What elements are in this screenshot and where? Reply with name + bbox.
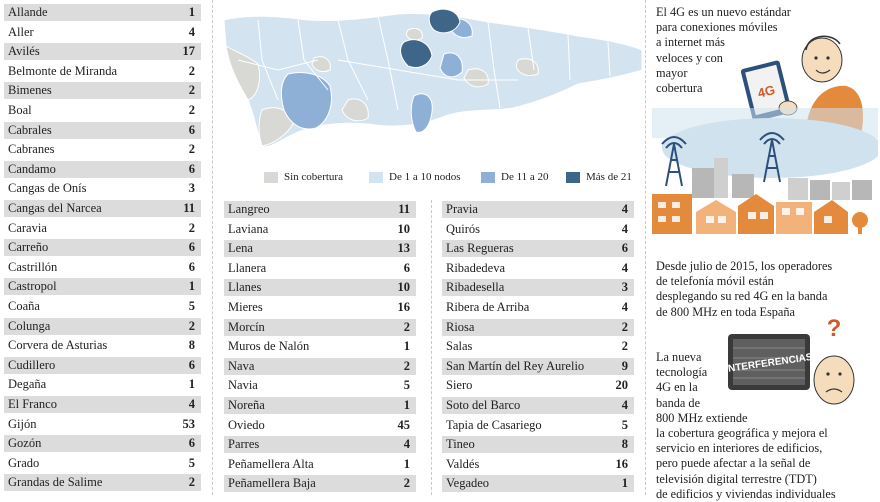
table-row (224, 456, 416, 473)
table-row (442, 319, 634, 336)
table-row (442, 377, 634, 394)
table-row (4, 298, 201, 315)
column-divider (645, 0, 646, 495)
municipality-name: Cangas del Narcea (8, 201, 102, 215)
municipality-name: Mieres (228, 300, 263, 314)
node-count: 2 (403, 358, 410, 373)
node-count: 10 (397, 221, 410, 236)
legend-label: De 11 a 20 (501, 171, 549, 183)
municipality-name: Siero (446, 378, 473, 393)
municipality-name: Morcín (228, 319, 265, 334)
municipality-name: Valdés (446, 456, 480, 471)
node-count: 3 (188, 181, 195, 196)
municipality-name: Grado (8, 455, 40, 470)
legend-label: Más de 21 (586, 171, 632, 183)
municipality-name: Cudillero (8, 357, 56, 372)
table-row (4, 435, 201, 452)
node-count: 10 (397, 280, 410, 295)
node-count: 2 (188, 83, 195, 98)
node-count: 2 (621, 339, 628, 354)
table-row (442, 240, 634, 257)
node-count: 1 (403, 398, 410, 412)
municipality-name: Salas (446, 339, 473, 354)
city-antennas-illustration (652, 108, 878, 253)
municipality-name: Noreña (228, 398, 265, 412)
table-row (442, 221, 634, 238)
municipality-list-3 (442, 201, 634, 495)
text-line: mayor (656, 65, 688, 80)
table-row (224, 299, 416, 316)
municipality-name: Degaña (8, 377, 47, 392)
legend-item (566, 170, 632, 184)
table-row (4, 122, 201, 139)
table-row (4, 4, 201, 21)
table-row (442, 338, 634, 355)
municipality-name: Pravia (446, 202, 478, 216)
table-row (224, 240, 416, 257)
node-count: 2 (188, 475, 195, 490)
node-count: 2 (403, 319, 410, 334)
table-row (4, 396, 201, 413)
table-row (4, 337, 201, 354)
node-count: 3 (621, 280, 628, 295)
table-row (224, 417, 416, 434)
municipality-name: Cabranes (8, 142, 55, 157)
municipality-name: Ribera de Arriba (446, 300, 530, 314)
text-line: El 4G es un nuevo estándar (656, 5, 791, 19)
municipality-name: El Franco (8, 397, 57, 411)
table-row (224, 201, 416, 218)
node-count: 53 (182, 416, 195, 431)
text-line: de 800 MHz en toda España (656, 304, 795, 319)
node-count: 8 (188, 338, 195, 353)
question-mark: ? (826, 315, 842, 342)
node-count: 4 (188, 397, 195, 411)
municipality-name: Tineo (446, 437, 475, 452)
municipality-name: Aller (8, 24, 34, 39)
table-row (4, 416, 201, 433)
municipality-list-2 (224, 201, 416, 495)
text-line: veloces y con (656, 50, 723, 65)
map-region-11-20 (411, 94, 432, 133)
legend-swatch (264, 172, 278, 183)
node-count: 1 (188, 377, 195, 392)
node-count: 16 (615, 456, 628, 471)
node-count: 4 (621, 300, 628, 314)
table-row (224, 358, 416, 375)
legend-swatch (369, 172, 383, 183)
node-count: 13 (397, 241, 410, 256)
node-count: 6 (188, 122, 195, 137)
table-row (4, 43, 201, 60)
table-row (224, 475, 416, 492)
municipality-name: Cangas de Onís (8, 181, 87, 196)
node-count: 6 (403, 260, 410, 275)
municipality-name: Cabrales (8, 122, 52, 137)
table-row (224, 436, 416, 453)
node-count: 6 (188, 259, 195, 274)
municipality-name: Langreo (228, 202, 270, 216)
node-count: 11 (183, 201, 195, 215)
table-row (442, 279, 634, 296)
asturias-coverage-map (218, 0, 646, 160)
text-line: servicio en interiores de edificios, (656, 441, 823, 456)
node-count: 6 (188, 161, 195, 176)
text-line: pero puede afectar a la señal de (656, 456, 811, 471)
map-region-nocoverage (406, 28, 422, 40)
municipality-name: Vegadeo (446, 476, 490, 491)
node-count: 5 (403, 378, 410, 393)
municipality-list-1 (4, 4, 201, 495)
table-row (224, 260, 416, 277)
text-line: banda de (656, 395, 701, 410)
node-count: 20 (615, 378, 628, 393)
table-row (4, 318, 201, 335)
table-row (4, 102, 201, 119)
node-count: 2 (188, 63, 195, 78)
municipality-name: Muros de Nalón (228, 339, 310, 354)
legend-swatch (566, 172, 580, 183)
municipality-name: Parres (228, 437, 260, 452)
badge-4g: 4G (756, 82, 777, 101)
table-row (224, 319, 416, 336)
table-row (442, 397, 634, 414)
text-line: para conexiones móviles (656, 20, 778, 35)
table-row (4, 278, 201, 295)
node-count: 6 (188, 240, 195, 255)
table-row (4, 24, 201, 41)
municipality-name: Grandas de Salime (8, 475, 103, 490)
municipality-name: Oviedo (228, 417, 265, 432)
municipality-name: San Martín del Rey Aurelio (446, 358, 585, 373)
node-count: 17 (182, 44, 195, 59)
column-divider (212, 0, 213, 495)
table-row (4, 474, 201, 491)
node-count: 5 (188, 455, 195, 470)
text-line: 4G en la (656, 380, 698, 395)
municipality-name: Gozón (8, 436, 42, 451)
node-count: 4 (621, 221, 628, 236)
municipality-name: Boal (8, 103, 32, 117)
municipality-name: Allande (8, 5, 48, 19)
node-count: 4 (621, 398, 628, 412)
node-count: 4 (621, 202, 628, 216)
table-row (442, 436, 634, 453)
legend-label: Sin cobertura (284, 171, 343, 183)
table-row (4, 239, 201, 256)
node-count: 2 (188, 318, 195, 333)
municipality-name: Llanera (228, 260, 267, 275)
table-row (442, 456, 634, 473)
table-row (442, 260, 634, 277)
text-line: La nueva (656, 350, 702, 364)
municipality-name: Avilés (8, 44, 40, 59)
legend-item (264, 170, 343, 184)
legend-label: De 1 a 10 nodos (389, 171, 461, 183)
municipality-name: Ribadedeva (446, 260, 506, 275)
node-count: 16 (397, 300, 410, 314)
node-count: 2 (188, 103, 195, 117)
municipality-name: Ribadesella (446, 280, 505, 295)
node-count: 1 (188, 279, 195, 294)
municipality-name: Lena (228, 241, 253, 256)
municipality-name: Caravia (8, 220, 47, 235)
table-row (224, 397, 416, 414)
municipality-name: Bimenes (8, 83, 52, 98)
node-count: 2 (188, 220, 195, 235)
municipality-name: Navia (228, 378, 258, 393)
node-count: 8 (621, 437, 628, 452)
text-line: Desde julio de 2015, los operadores (656, 259, 833, 273)
municipality-name: Coaña (8, 299, 40, 313)
node-count: 1 (403, 339, 410, 354)
table-row (4, 357, 201, 374)
legend-item (369, 170, 461, 184)
table-row (442, 299, 634, 316)
deployment-text (656, 259, 880, 320)
node-count: 5 (621, 417, 628, 432)
node-count: 2 (403, 476, 410, 491)
table-row (4, 455, 201, 472)
table-row (4, 63, 201, 80)
node-count: 4 (188, 24, 195, 39)
text-line: tecnología (656, 365, 708, 380)
table-row (224, 338, 416, 355)
node-count: 1 (621, 476, 628, 491)
municipality-name: Laviana (228, 221, 269, 236)
node-count: 45 (397, 417, 410, 432)
municipality-name: Candamo (8, 161, 56, 176)
node-count: 4 (621, 260, 628, 275)
table-row (4, 376, 201, 393)
table-row (442, 417, 634, 434)
interference-text (656, 350, 880, 502)
municipality-name: Corvera de Asturias (8, 338, 108, 353)
text-line: 800 MHz extiende (656, 410, 748, 425)
text-line: de telefonía móvil están (656, 274, 774, 289)
municipality-name: Peñamellera Baja (228, 476, 316, 491)
text-line: desplegando su red 4G en la banda (656, 289, 828, 304)
municipality-name: Llanes (228, 280, 262, 295)
table-row (442, 358, 634, 375)
node-count: 6 (188, 357, 195, 372)
column-divider (431, 200, 432, 495)
node-count: 4 (403, 437, 410, 452)
table-row (4, 141, 201, 158)
municipality-name: Gijón (8, 416, 37, 431)
municipality-name: Tapia de Casariego (446, 417, 542, 432)
node-count: 2 (621, 319, 628, 334)
municipality-name: Nava (228, 358, 255, 373)
table-row (442, 475, 634, 492)
table-row (4, 82, 201, 99)
table-row (224, 221, 416, 238)
map-region-over-21 (429, 9, 460, 33)
municipality-name: Las Regueras (446, 241, 514, 256)
table-row (4, 161, 201, 178)
municipality-name: Castropol (8, 279, 57, 294)
municipality-name: Colunga (8, 318, 51, 333)
map-region-11-20 (440, 53, 462, 77)
text-line: a internet más (656, 35, 725, 50)
municipality-name: Carreño (8, 240, 49, 255)
text-line: la cobertura geográfica y mejora el (656, 426, 828, 441)
table-row (224, 279, 416, 296)
municipality-name: Quirós (446, 221, 481, 236)
municipality-name: Peñamellera Alta (228, 456, 314, 471)
legend-swatch (481, 172, 495, 183)
table-row (4, 220, 201, 237)
node-count: 1 (403, 456, 410, 471)
node-count: 9 (621, 358, 628, 373)
node-count: 5 (188, 299, 195, 313)
node-count: 6 (621, 241, 628, 256)
legend-item (481, 170, 549, 184)
table-row (442, 201, 634, 218)
node-count: 2 (188, 142, 195, 157)
table-row (224, 377, 416, 394)
municipality-name: Castrillón (8, 259, 58, 274)
municipality-name: Soto del Barco (446, 398, 521, 412)
table-row (4, 180, 201, 197)
text-line: televisión digital terrestre (TDT) (656, 471, 817, 486)
table-row (4, 200, 201, 217)
node-count: 1 (188, 5, 195, 19)
municipality-name: Belmonte de Miranda (8, 63, 117, 78)
tv-screen-text: INTERFERENCIAS (724, 351, 814, 376)
text-line: de edificios y viviendas individuales (656, 486, 836, 501)
municipality-name: Riosa (446, 319, 475, 334)
text-line: cobertura (656, 81, 703, 96)
node-count: 11 (398, 202, 410, 216)
table-row (4, 259, 201, 276)
node-count: 6 (188, 436, 195, 451)
